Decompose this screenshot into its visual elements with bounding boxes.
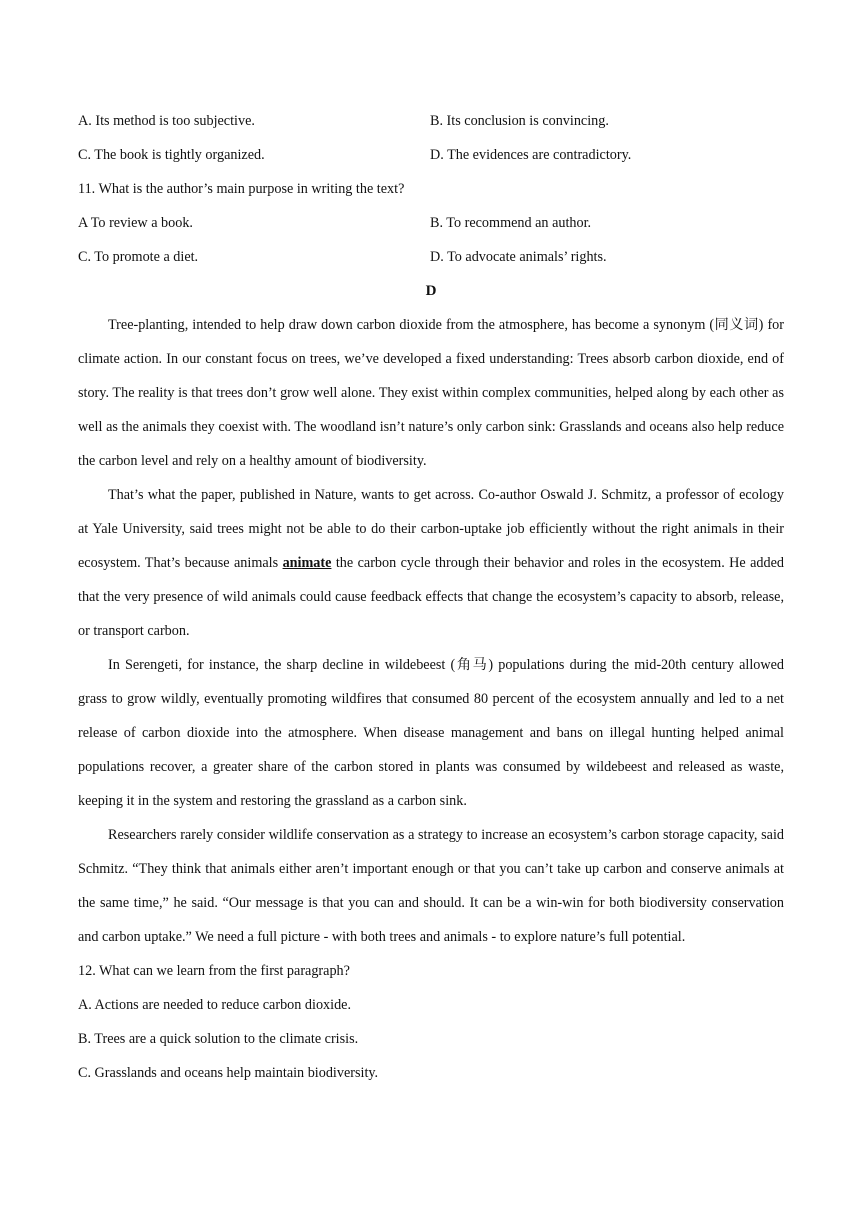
keyword-animate: animate (282, 555, 332, 571)
q11-options-row-2 (78, 240, 784, 274)
passage-paragraph-3: In Serengeti, for instance, the sharp decline in wildebeest (角马) populations during the mid-20th century allowed grass to grow wildly, eventually promoting wildfires that consumed 80 percent of the ecosystem annually and led to a net release of carbon dioxide into the atmosphere. When disease management and bans on illegal hunting helped animal populations recover, a greater share of the carbon stored in plants was consumed by wildebeest and released as waste, keeping it in the system and restoring the grassland as a carbon sink. (78, 657, 784, 809)
q11-question: 11. What is the author’s main purpose in writing the text? (78, 181, 405, 197)
paragraph-2-text-after: the carbon cycle through their behavior and roles in the ecosystem. He added that the very presence of wild animals could cause feedback effects that change the ecosystem’s capacity to absorb, release, or transport carbon. (78, 555, 784, 639)
q12-option-a: A. Actions are needed to reduce carbon dioxide. (78, 997, 352, 1013)
paragraph-2-text-before: That’s what the paper, published in Nature, wants to get across. Co-author Oswald J. Schmitz, a professor of ecology at Yale University, said trees might not be able to do their carbon-uptake job efficiently without the right animals in their ecosystem. That’s because animals (78, 487, 784, 571)
q10-option-d: D. The evidences are contradictory. (430, 147, 632, 163)
passage-heading: D (425, 283, 437, 299)
passage-paragraph-2 (78, 478, 784, 648)
q10-options-row-1 (78, 104, 784, 138)
q11-option-a: A To review a book. (78, 215, 193, 231)
q11-option-d: D. To advocate animals’ rights. (430, 249, 607, 265)
q10-option-c: C. The book is tightly organized. (78, 147, 265, 163)
q11-options-row-1 (78, 206, 784, 240)
q10-option-b: B. Its conclusion is convincing. (430, 113, 609, 129)
q10-option-a: A. Its method is too subjective. (78, 113, 255, 129)
q10-options-row-2 (78, 138, 784, 172)
q11-option-c: C. To promote a diet. (78, 249, 199, 265)
q12-question: 12. What can we learn from the first paragraph? (78, 963, 350, 979)
q12-option-b: B. Trees are a quick solution to the climate crisis. (78, 1031, 359, 1047)
q11-option-b: B. To recommend an author. (430, 215, 592, 231)
passage-paragraph-1: Tree-planting, intended to help draw down carbon dioxide from the atmosphere, has become a synonym (同义词) for climate action. In our constant focus on trees, we’ve developed a fixed understanding: Trees absorb carbon dioxide, end of story. The reality is that trees don’t grow well alone. They exist within complex communities, helped along by each other as well as the animals they coexist with. The woodland isn’t nature’s only carbon sink: Grasslands and oceans also help reduce the carbon level and rely on a healthy amount of biodiversity. (78, 317, 784, 469)
document-page (78, 104, 784, 1090)
passage-paragraph-4: Researchers rarely consider wildlife conservation as a strategy to increase an ecosystem’s carbon storage capacity, said Schmitz. “They think that animals either aren’t important enough or that you can’t take up carbon and conserve animals at the same time,” he said. “Our message is that you can and should. It can be a win-win for both biodiversity conservation and carbon uptake.” We need a full picture - with both trees and animals - to explore nature’s full potential. (78, 827, 784, 945)
q12-option-c: C. Grasslands and oceans help maintain biodiversity. (78, 1065, 379, 1081)
